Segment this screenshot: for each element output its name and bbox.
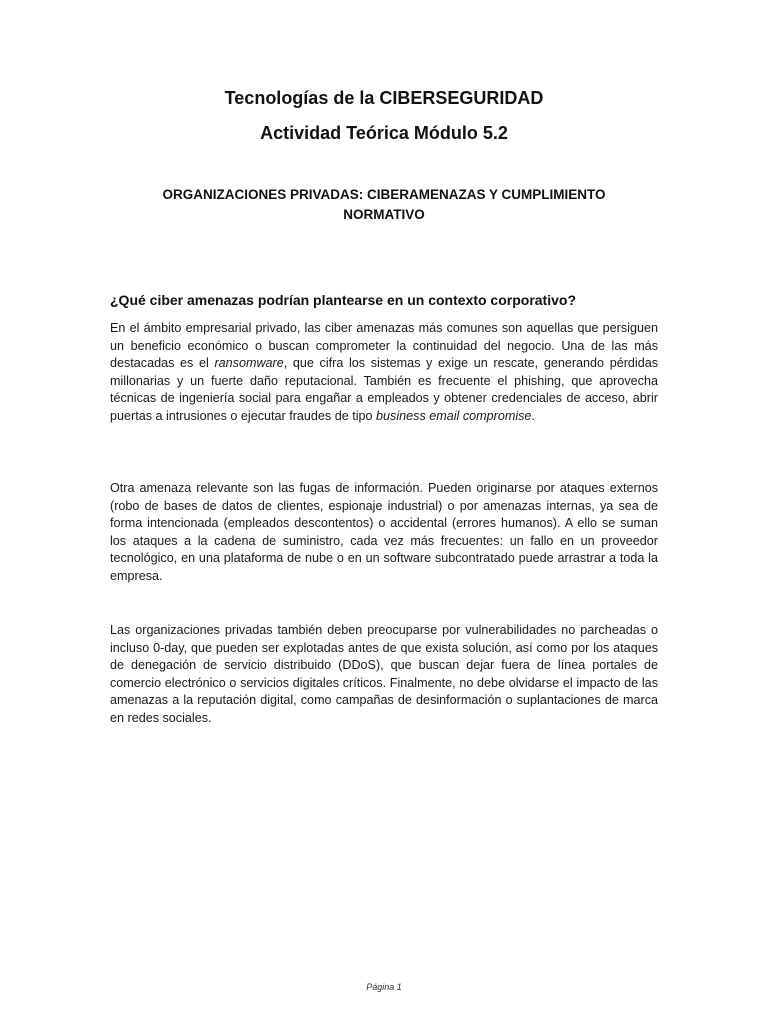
paragraph-1-text-b: , que cifra los sistemas y exige un rescate, generando pérdidas millonarias y un fuerte daño reputacional. También es frecuente el phishing, que aprovecha técnicas de ingeniería social para engañar a empleados y obtener credenciales de acceso, abrir puertas a intrusiones o ejecutar fraudes de tipo: [110, 356, 659, 423]
paragraph-1-text-a: En el ámbito empresarial privado, las ciber amenazas más comunes son aquellas que persiguen un beneficio económico o buscan comprometer la continuidad del negocio. Una de las más destacadas es el: [110, 321, 658, 371]
activity-title: Actividad Teórica Módulo 5.2: [260, 123, 508, 143]
paragraph-3: Las organizaciones privadas también deben preocuparse por vulnerabilidades no parcheadas o incluso 0-day, que pueden ser explotadas antes de que exista solución, así como por los ataques de denegación de servicio distribuido (DDoS), que buscan dejar fuera de línea portales de comercio electrónico o servicios digitales críticos. Finalmente, no debe olvidarse el impacto de las amenazas a la reputación digital, como campañas de desinformación o suplantaciones de marca en redes sociales.: [110, 623, 658, 725]
section-heading: ORGANIZACIONES PRIVADAS: CIBERAMENAZAS Y CUMPLIMIENTO NORMATIVO: [162, 187, 606, 222]
paragraph-1-text-c: .: [531, 408, 535, 423]
paragraph-1-italic-bec: business email compromise: [376, 408, 532, 423]
document-title: Tecnologías de la CIBERSEGURIDAD: [224, 88, 544, 108]
paragraph-1: [110, 320, 658, 426]
question-heading: ¿Qué ciber amenazas podrían plantearse en un contexto corporativo?: [110, 292, 576, 308]
paragraph-2: Otra amenaza relevante son las fugas de información. Pueden originarse por ataques externos (robo de bases de datos de clientes, espionaje industrial) o por amenazas internas, ya sea de forma intencionada (empleados descontentos) o accidental (errores humanos). A ello se suman los ataques a la cadena de suministro, cada vez más frecuentes: un fallo en un proveedor tecnológico, en una plataforma de nube o en un software subcontratado puede arrastrar a toda la empresa.: [110, 481, 658, 583]
page-number: Página 1: [366, 982, 402, 992]
paragraph-1-italic-ransomware: ransomware: [214, 356, 284, 371]
